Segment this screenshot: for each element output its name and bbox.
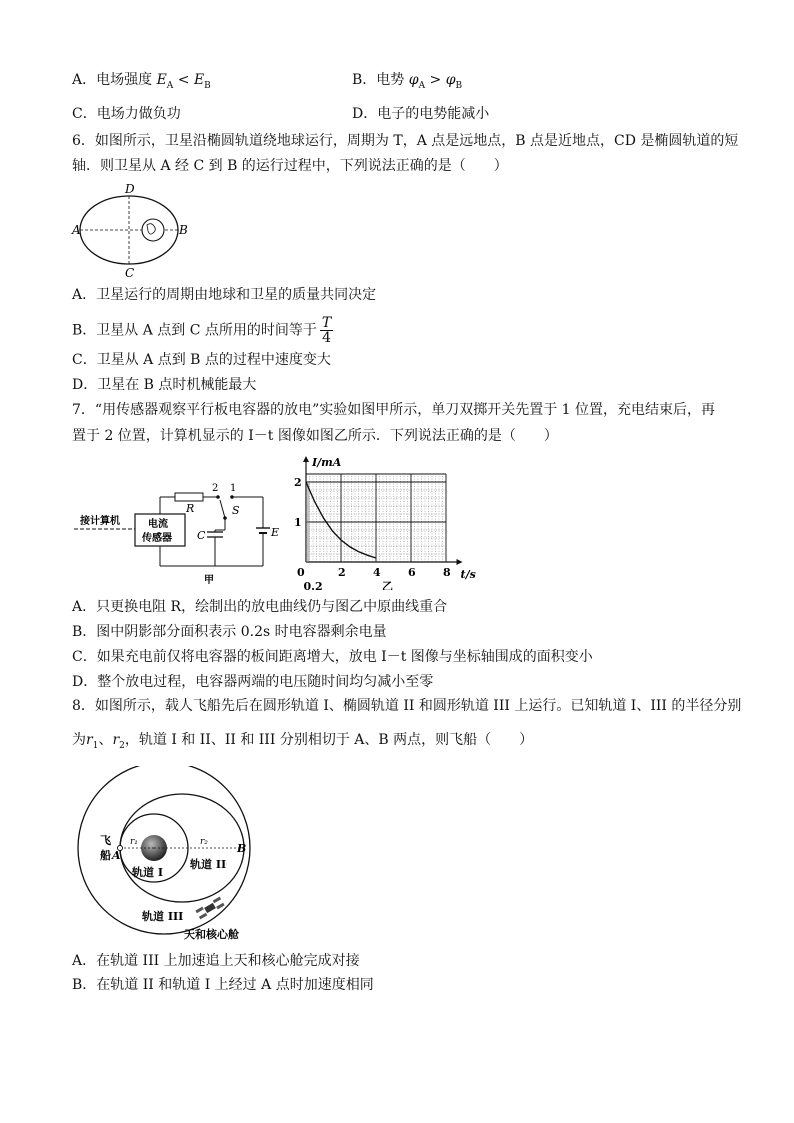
q7-option-c: C．如果充电前仅将电容器的板间距离增大，放电 I－t 图像与坐标轴围成的面积变小: [72, 649, 593, 665]
y-tick-label: 2: [294, 476, 302, 489]
q6-stem-line1: 6．如图所示，卫星沿椭圆轨道绕地球运行，周期为 T，A 点是远地点，B 点是近地点，CD 是椭圆轨道的短: [72, 133, 739, 149]
svg-text:轨道 I: 轨道 I: [132, 866, 163, 879]
svg-text:C: C: [197, 529, 206, 542]
q6-option-b: B．卫星从 A 点到 C 点所用的时间等于 $\frac{T}{4}$: [72, 315, 332, 346]
q7-option-d: D．整个放电过程，电容器两端的电压随时间均匀减小至零: [72, 674, 434, 690]
x-tick-label: 8: [443, 566, 451, 579]
svg-text:天和核心舱: 天和核心舱: [184, 928, 239, 941]
q8-option-a: A．在轨道 III 上加速追上天和核心舱完成对接: [72, 953, 360, 969]
y-tick-label: 1: [294, 516, 302, 529]
q7-option-a: A．只更换电阻 R，绘制出的放电曲线仍与图乙中原曲线重合: [72, 599, 448, 615]
q7-stem-line1: 7．“用传感器观察平行板电容器的放电”实验如图甲所示，单刀双掷开关先置于 1 位置，充电结束后，再: [72, 402, 716, 418]
svg-text:轨道 II: 轨道 II: [190, 858, 227, 871]
svg-text:S: S: [232, 504, 240, 517]
svg-text:1: 1: [230, 483, 237, 494]
earth-icon: [142, 219, 164, 241]
svg-text:船: 船: [100, 849, 111, 862]
svg-text:传感器: 传感器: [142, 533, 172, 544]
connect-computer-label: 接计算机: [80, 516, 120, 527]
q6-stem-line2: 轴．则卫星从 A 经 C 到 B 的运行过程中，下列说法正确的是（ ）: [72, 158, 508, 174]
x-tick-label: 0: [297, 566, 305, 579]
svg-text:A: A: [112, 849, 121, 862]
x-tick-label: 2: [338, 566, 346, 579]
q5-option-a: A．电场强度 $E_A < E_B$: [72, 72, 211, 91]
q6-option-c: C．卫星从 A 点到 B 点的过程中速度变大: [72, 352, 331, 368]
chart-caption: 乙: [382, 580, 393, 590]
x-tick-label: 4: [373, 566, 381, 579]
svg-text:2: 2: [212, 483, 219, 494]
q8-orbit-figure: [72, 766, 272, 946]
circuit-caption: 甲: [204, 575, 214, 586]
y-axis-label: I/mA: [312, 456, 342, 469]
q5-option-c: C．电场力做负功: [72, 106, 181, 122]
label-d: D: [125, 182, 135, 196]
svg-text:E: E: [271, 526, 280, 539]
label-c: C: [125, 266, 135, 280]
q7-circuit-figure: [70, 478, 295, 588]
resistor-r: [175, 493, 203, 501]
svg-text:轨道 III: 轨道 III: [142, 910, 184, 923]
marked-point-label: 0.2: [303, 580, 323, 590]
svg-text:R: R: [186, 502, 195, 515]
label-b: B: [179, 223, 188, 237]
svg-text:B: B: [237, 842, 247, 855]
fraction-t-over-4: $\frac{T}{4}$: [321, 315, 332, 346]
q8-option-b: B．在轨道 II 和轨道 I 上经过 A 点时加速度相同: [72, 977, 374, 993]
q6-option-d: D．卫星在 B 点时机械能最大: [72, 377, 257, 393]
q5-option-b: B．电势 $\varphi_A > \varphi_B$: [352, 72, 463, 91]
svg-text:r₁: r₁: [130, 837, 138, 847]
svg-text:r₂: r₂: [200, 837, 208, 847]
svg-text:飞: 飞: [100, 834, 111, 847]
y-axis-arrow-icon: [303, 456, 309, 462]
switch-s: [220, 500, 225, 518]
q7-option-b: B．图中阴影部分面积表示 0.2s 时电容器剩余电量: [72, 624, 387, 640]
q7-chart: [288, 450, 488, 590]
x-axis-label: t/s: [460, 568, 476, 581]
q7-stem-line2: 置于 2 位置，计算机显示的 I－t 图像如图乙所示．下列说法正确的是（ ）: [72, 428, 558, 444]
q5-option-d: D．电子的电势能减小: [352, 106, 490, 122]
x-tick-label: 6: [408, 566, 416, 579]
label-a: A: [72, 223, 81, 237]
q8-stem-line1: 8．如图所示，载人飞船先后在圆形轨道 I、椭圆轨道 II 和圆形轨道 III 上运行。已知轨道 I、III 的半径分别: [72, 698, 742, 714]
svg-text:电流: 电流: [148, 519, 168, 530]
q8-stem-line2: 为$r_1$、$r_2$，轨道 I 和 II、II 和 III 分别相切于 A、B 两点，则飞船（ ）: [72, 732, 534, 751]
q6-ellipse-figure: [66, 180, 196, 280]
shaded-area: [306, 482, 310, 562]
q6-option-a: A．卫星运行的周期由地球和卫星的质量共同决定: [72, 287, 377, 303]
x-axis-arrow-icon: [457, 559, 463, 565]
